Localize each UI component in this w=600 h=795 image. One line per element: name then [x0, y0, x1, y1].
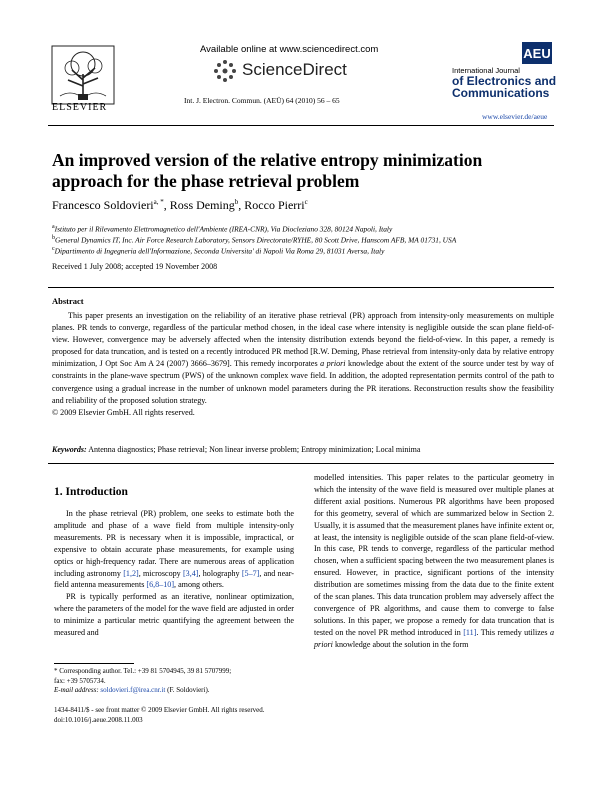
keywords-text: Antenna diagnostics; Phase retrieval; Non linear inverse problem; Entropy minimization; Local minima — [88, 445, 421, 454]
paragraph: modelled intensities. This paper relates to the particular geometry in which the intensity of the wave field is measured over multiple planes at different axial positions. Numerous PR algorithms have been proposed for this geometry, several of which are summarized below in Section 2. Usually, it is assumed that the measurement planes have infinite extent or, at least, the intensity is negligible outside of the scan plane field-of-view. In this case, PR tends to converge, regardless of the particular method chosen, when a sufficient spacing between the two measurement planes is ensured. However, in practice, significant portions of the intensity distribution are sometimes missing from the data due to the finite extent of the scan planes. This data truncation problem may adversely affect the convergence of PR algorithms, and cause them to converge to false solutions. In this paper, we propose a remedy for data truncation that is tested on the novel PR method introduced in [11]. This remedy utilizes a priori knowledge about the solution in the form — [314, 473, 555, 649]
paragraph: PR is typically performed as an iterative, nonlinear optimization, where the parameters of the model for the wave field are adjusted in order to minimize a particular metric quantifying the agreement between the measured and — [54, 592, 294, 638]
keywords-label: Keywords: — [52, 445, 87, 454]
available-online-text[interactable]: Available online at www.sciencedirect.com — [200, 44, 379, 55]
citation-link[interactable]: [5–7] — [241, 568, 260, 578]
abstract-top-divider — [48, 287, 554, 288]
sciencedirect-wordmark: ScienceDirect — [242, 60, 347, 79]
section-heading: 1. Introduction — [54, 486, 128, 498]
author-name: Ross Deming — [169, 198, 235, 212]
left-column-text — [54, 508, 294, 639]
copyright-line: © 2009 Elsevier GmbH. All rights reserved. — [52, 407, 195, 417]
elsevier-tree-logo — [50, 44, 116, 106]
affiliation: $^a$Istituto per il Rilevamento Elettromagnetico dell'Ambiente (IREA-CNR), Via Diocleziano 328, 80124 Napoli, Italy — [52, 224, 393, 234]
abstract-heading: Abstract — [52, 296, 84, 306]
affiliation: $^b$General Dynamics IT, Inc. Air Force Research Laboratory, Sensors Directorate/RYHE, 80 Scott Drive, Hanscom AFB, MA 01731, USA — [52, 235, 457, 245]
keywords-line — [52, 445, 420, 454]
author-name: Rocco Pierri — [244, 198, 305, 212]
citation-link[interactable]: [6,8–10] — [146, 580, 175, 590]
aeu-international-journal: International Journal — [452, 66, 520, 75]
journal-reference: Int. J. Electron. Commun. (AEÜ) 64 (2010) 56 – 65 — [184, 96, 340, 105]
aeu-logo-text: AEU — [523, 46, 551, 61]
citation-link[interactable]: [1,2] — [123, 568, 139, 578]
issn-line: 1434-8411/$ - see front matter © 2009 Elsevier GmbH. All rights reserved. — [54, 706, 265, 714]
corresponding-author-note: * Corresponding author. Tel.: +39 81 5704945, 39 81 5707999; fax: +39 5705734. E-mail address: soldovieri.f@irea.cnr.it (F. Soldovieri). — [54, 667, 232, 694]
citation-link[interactable]: [3,4] — [182, 568, 199, 578]
paper-title: An improved version of the relative entropy minimization approach for the phase retrieval problem — [52, 150, 483, 191]
author-affil-mark[interactable]: a, * — [153, 198, 164, 206]
header-divider — [48, 125, 554, 126]
sciencedirect-icon — [212, 58, 238, 84]
elsevier-wordmark: ELSEVIER — [52, 102, 108, 113]
citation-link[interactable]: [11] — [463, 627, 477, 637]
footnote-divider — [54, 663, 134, 664]
right-column-text — [314, 472, 554, 651]
journal-url-link[interactable]: www.elsevier.de/aeue — [482, 112, 548, 121]
aeu-journal-name-line2: Communications — [452, 86, 550, 100]
email-link[interactable]: soldovieri.f@irea.cnr.it — [100, 686, 166, 694]
affiliation: $^c$Dipartimento di Ingegneria dell'Informazione, Seconda Universita' di Napoli Via Roma 29, 81031 Aversa, Italy — [52, 246, 385, 256]
author-list: Francesco Soldovieri$^{a, *}$, Ross Deming$^b$, Rocco Pierri$^c$ — [52, 198, 308, 212]
aeu-journal-name-line1: of Electronics and — [452, 74, 557, 88]
author-affil-mark[interactable]: c — [304, 198, 308, 206]
author-affil-mark[interactable]: b — [234, 198, 239, 206]
doi-line[interactable]: doi:10.1016/j.aeue.2008.11.003 — [54, 716, 143, 724]
abstract-bottom-divider — [48, 463, 554, 464]
received-dates: Received 1 July 2008; accepted 19 November 2008 — [52, 262, 218, 271]
abstract-body: This paper presents an investigation on the reliability of an iterative phase retrieval (PR) approach from intensity-only measurements on multiple planes. PR tends to converge, regardless of the particular method chosen, in the ideal case where intensity is negligible outside the scan plane field-of-view. However, convergence may be adversely affected when the intensity distribution extends beyond the field-of-view. In this paper, a remedy is proposed for data truncation, and is tested on a recently introduced PR method [R.W. Deming, Phase retrieval from intensity-only data by relative entropy minimization, J Opt Soc Am A 24 (2007) 3666–3679]. This remedy incorporates a priori knowledge about the extent of the source under test by way of constraints in the plane-wave spectrum (PWS) of the unknown complex wave field. In addition, the adopted representation permits control of the path to convergence using a gradual increase in the number of unknown model parameters during the PR iterations. Reconstruction results show the feasibility and reliability of the proposed solution strategy. © 2009 Elsevier GmbH. All rights reserved. — [52, 311, 554, 417]
author-name: Francesco Soldovieri — [52, 198, 154, 212]
paragraph: In the phase retrieval (PR) problem, one seeks to estimate both the amplitude and phase of a wave field from multiple intensity-only measurements. PR is necessary when it is impossible, impractical, or expensive to obtain accurate phase measurements, for example using optics or high-frequency radar. There are numerous areas of application including astronomy [1,2], microscopy [3,4], holography [5–7], and near-field antenna measurements [6,8–10], among others. — [54, 509, 294, 590]
